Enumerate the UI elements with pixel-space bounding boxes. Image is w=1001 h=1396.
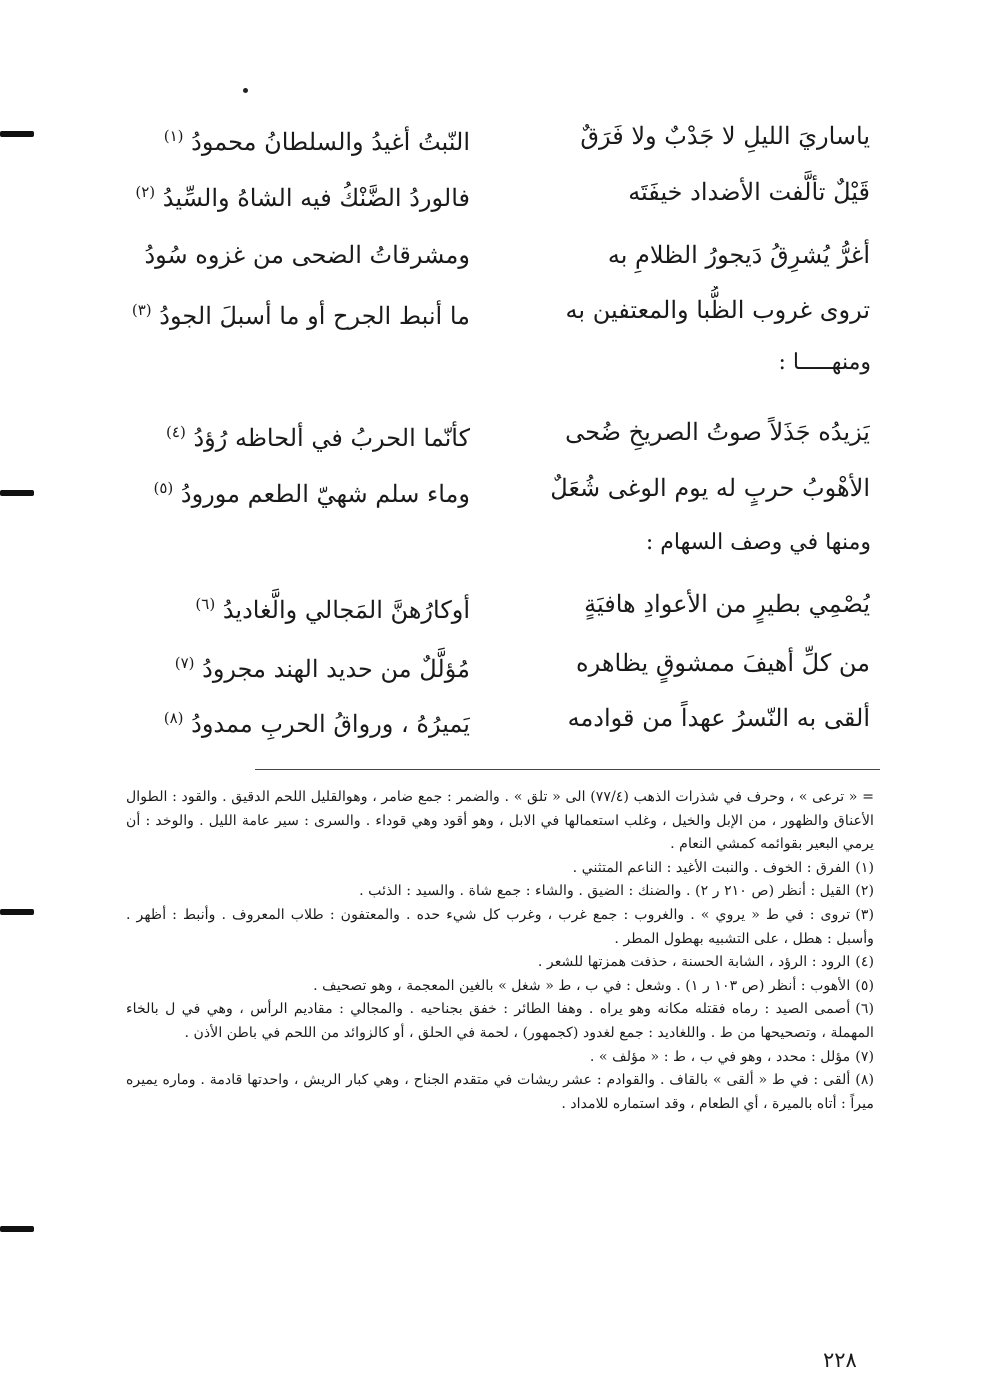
footnote: (٣)تروى : في ط « يروي » . والغروب : جمع غرب ، وغرب كل شيء حده . والمعتفون : طلاب المعروف . وأنبط : أظهر . وأسبل : هطل ، على التشبيه بهطول المطر .: [126, 906, 874, 947]
footnote: (٤)الرود : الرؤد ، الشابة الحسنة ، حذفت همزتها للشعر .: [537, 954, 874, 971]
section-label: ومنهـــــا :: [778, 350, 871, 375]
verse-second-hemistich: النّبتُ أغيدُ والسلطانُ محمودُ $^{(١)}$: [163, 127, 470, 156]
verse-first-hemistich: تروى غروب الظُّبا والمعتفين به: [565, 296, 870, 324]
footnote: (٦)أصمى الصيد : رماه فقتله مكانه وهو يراه . وهفا الطائر : خفق بجناحيه . والمجالي : مقاديم الرأس ، وهي في ل بالخاء المهملة ، وتصحيحها من ط . واللغاديد : جمع لغدود (كجمهور) ، لحمة في الحلق ، أو كالزوائد من اللحم في باطن الأذن .: [126, 1001, 874, 1041]
verse-first-hemistich: يُصْمِي بطيرٍ من الأعوادِ هافيَةٍ: [584, 590, 870, 618]
scan-edge-mark: [0, 490, 34, 496]
verse-line: [120, 580, 870, 628]
footnote-ref: (٨): [163, 709, 184, 727]
verse-first-hemistich: أغرُّ يُشرِقُ دَيجورُ الظلامِ به: [607, 241, 870, 269]
verse-first-hemistich: من كلِّ أهيفَ ممشوقٍ يظاهره: [576, 649, 870, 677]
footnote-continuation: = « ترعى » ، وحرف في شذرات الذهب (٧٧/٤) الى « تلق » . والضمر : جمع ضامر ، وهوالقليل اللحم الدقيق . والقود : الطوال الأعناق والظهور ، من الإبل والخيل ، وغلب استعمالها في الابل ، وهو أقود وهي قوداء . والسرى : سير عامة الليل . والوخد : أن يرمي البعير بقوائمه كمشي النعام .: [126, 789, 874, 853]
verse-second-hemistich: وماء سلم شهيّ الطعم مورودُ $^{(٥)}$: [153, 479, 470, 508]
verse-line: [120, 694, 870, 742]
verse-line: [120, 464, 870, 512]
footnote-ref: (٣): [131, 301, 152, 319]
footnotes: [126, 786, 874, 1116]
footnote: (٢)القيل : أنظر (ص ٢١٠ ر ٢) . والضنك : الضيق . والشاء : جمع شاة . والسيد : الذئب .: [359, 883, 874, 900]
verse-first-hemistich: يَزيدُه جَذَلاً صوتُ الصريخِ ضُحى: [565, 418, 870, 446]
footnote: (١)الفرق : الخوف . والنبت الأغيد : الناعم المتثني .: [572, 859, 874, 876]
verse-line: [120, 168, 870, 216]
verse-line: [120, 639, 870, 687]
scan-edge-mark: [0, 1226, 34, 1232]
footnote-ref: (٤): [166, 423, 186, 441]
footnote-ref: (٧): [174, 654, 195, 672]
stray-dot: [243, 88, 248, 93]
verse-first-hemistich: ياساريَ الليلِ لا جَدْبٌ ولا فَرَقٌ: [580, 122, 870, 150]
footnote-separator: [255, 769, 880, 770]
footnote: (٨)ألقى : في ط « ألقى » بالقاف . والقوادم : عشر ريشات في متقدم الجناح ، وهي كبار الريش ، واحدتها قادمة . وماره يميره ميراً : أتاه بالميرة ، أي الطعام ، وقد استماره للامداد .: [126, 1072, 874, 1112]
section-label: ومنها في وصف السهام :: [645, 530, 871, 555]
verse-line: [120, 112, 870, 160]
verse-first-hemistich: الأهْوبُ حربٍ له يوم الوغى شُعَلٌ: [550, 474, 870, 502]
footnote-ref: (٢): [135, 183, 156, 201]
footnote: (٥)الأهوب : أنظر (ص ١٠٣ ر ١) . وشعل : في ب ، ط « شغل » بالغين المعجمة ، وهو تصحيف .: [313, 977, 874, 994]
verse-second-hemistich: يَميرُهُ ، ورواقُ الحربِ ممدودُ $^{(٨)}$: [163, 709, 470, 738]
verse-line: [120, 286, 870, 334]
verse-first-hemistich: قَيْلٌ تألَّفت الأضداد خيفَتَه: [628, 178, 870, 206]
verse-second-hemistich: مُؤلَّلٌ من حديد الهند مجرودُ $^{(٧)}$: [174, 654, 470, 683]
footnote-ref: (١): [163, 127, 184, 145]
verse-line: [120, 408, 870, 456]
verse-second-hemistich: كأنّما الحربُ في ألحاظه رُؤدُ $^{(٤)}$: [166, 423, 470, 452]
page-number: ٢٢٨: [823, 1348, 857, 1372]
verse-second-hemistich: ومشرقاتُ الضحى من غزوه سُودُ: [144, 241, 470, 269]
verse-second-hemistich: أوكارُهنَّ المَجالي والَّغاديدُ $^{(٦)}$: [195, 595, 470, 624]
footnote-ref: (٦): [195, 595, 216, 613]
verse-first-hemistich: ألقى به النّسرُ عهداً من قوادمه: [567, 704, 870, 732]
verse-second-hemistich: فالوردُ الضَّنْكُ فيه الشاهُ والسِّيدُ $^{(٢)}$: [135, 183, 470, 212]
footnote: (٧)مؤلل : محدد ، وهو في ب ، ط : « مؤلف » .: [589, 1048, 874, 1065]
scan-edge-mark: [0, 131, 34, 137]
scan-edge-mark: [0, 909, 34, 915]
verse-second-hemistich: ما أنبط الجرح أو ما أسبلَ الجودُ $^{(٣)}$: [131, 301, 470, 330]
footnote-ref: (٥): [153, 479, 174, 497]
verse-line: [120, 231, 870, 279]
